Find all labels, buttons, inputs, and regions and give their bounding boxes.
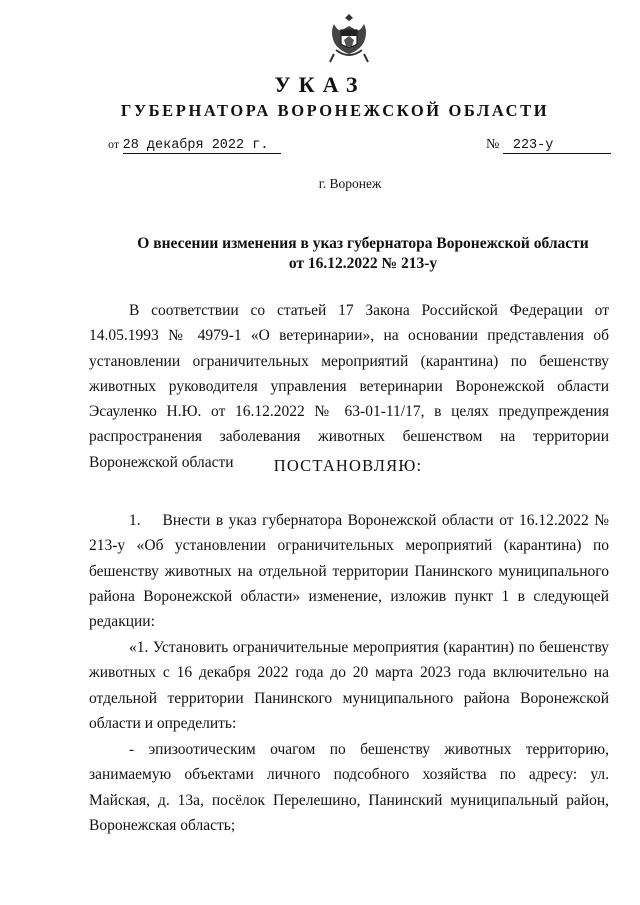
city-name: г. Воронеж <box>318 176 382 191</box>
subject-line-1: О внесении изменения в указ губернатора Воронежской области <box>137 235 589 252</box>
dash-paragraph <box>89 737 609 838</box>
number-value: 223-у <box>503 138 611 154</box>
coat-of-arms-icon <box>326 10 372 66</box>
item-1-text: 1. Внести в указ губернатора Воронежской области от 16.12.2022 № 213-у «Об установлении ограничительных мероприятий (карантина) по бешенству животных на отдельной территории Панинского муниципального района Воронежской области» изменение, изложив пункт 1 в следующей редакции: <box>89 512 613 631</box>
preamble-paragraph <box>89 298 609 475</box>
quote-text: «1. Установить ограничительные мероприятия (карантин) по бешенству животных с 16 декабря 2022 года до 20 марта 2023 года включительно на отдельной территории Панинского муниципального района Воронежской области и определить: <box>89 639 609 732</box>
preamble-text: В соответствии со статьей 17 Закона Российской Федерации от 14.05.1993 № 4979-1 «О ветеринарии», на основании представления об установлении ограничительных мероприятий (карантина) по бешенству животных руководителя управления ветеринарии Воронежской области Эсауленко Н.Ю. от 16.12.2022 № 63-01-11/17, в целях предупреждения распространения заболевания животных бешенством на территории Воронежской области <box>89 302 609 471</box>
subject-block <box>118 234 608 274</box>
document-title: УКАЗ <box>274 72 366 97</box>
date-value: 28 декабря 2022 г. <box>123 138 281 154</box>
quote-paragraph <box>89 635 609 736</box>
document-subtitle: ГУБЕРНАТОРА ВОРОНЕЖСКОЙ ОБЛАСТИ <box>120 101 550 120</box>
number-prefix: № <box>486 137 500 152</box>
decree-heading: ПОСТАНОВЛЯЮ: <box>273 456 423 475</box>
dash-item-text: - эпизоотическим очагом по бешенству животных территорию, занимаемую объектами личного подсобного хозяйства по адресу: ул. Майская, д. 13а, посёлок Перелешино, Панинский муниципальный район, Воронежская область; <box>89 741 609 834</box>
item-1-paragraph <box>89 508 613 634</box>
date-line <box>108 137 281 154</box>
date-prefix: от <box>108 137 120 151</box>
number-line <box>486 137 611 154</box>
subject-line-2: от 16.12.2022 № 213-у <box>288 255 438 272</box>
